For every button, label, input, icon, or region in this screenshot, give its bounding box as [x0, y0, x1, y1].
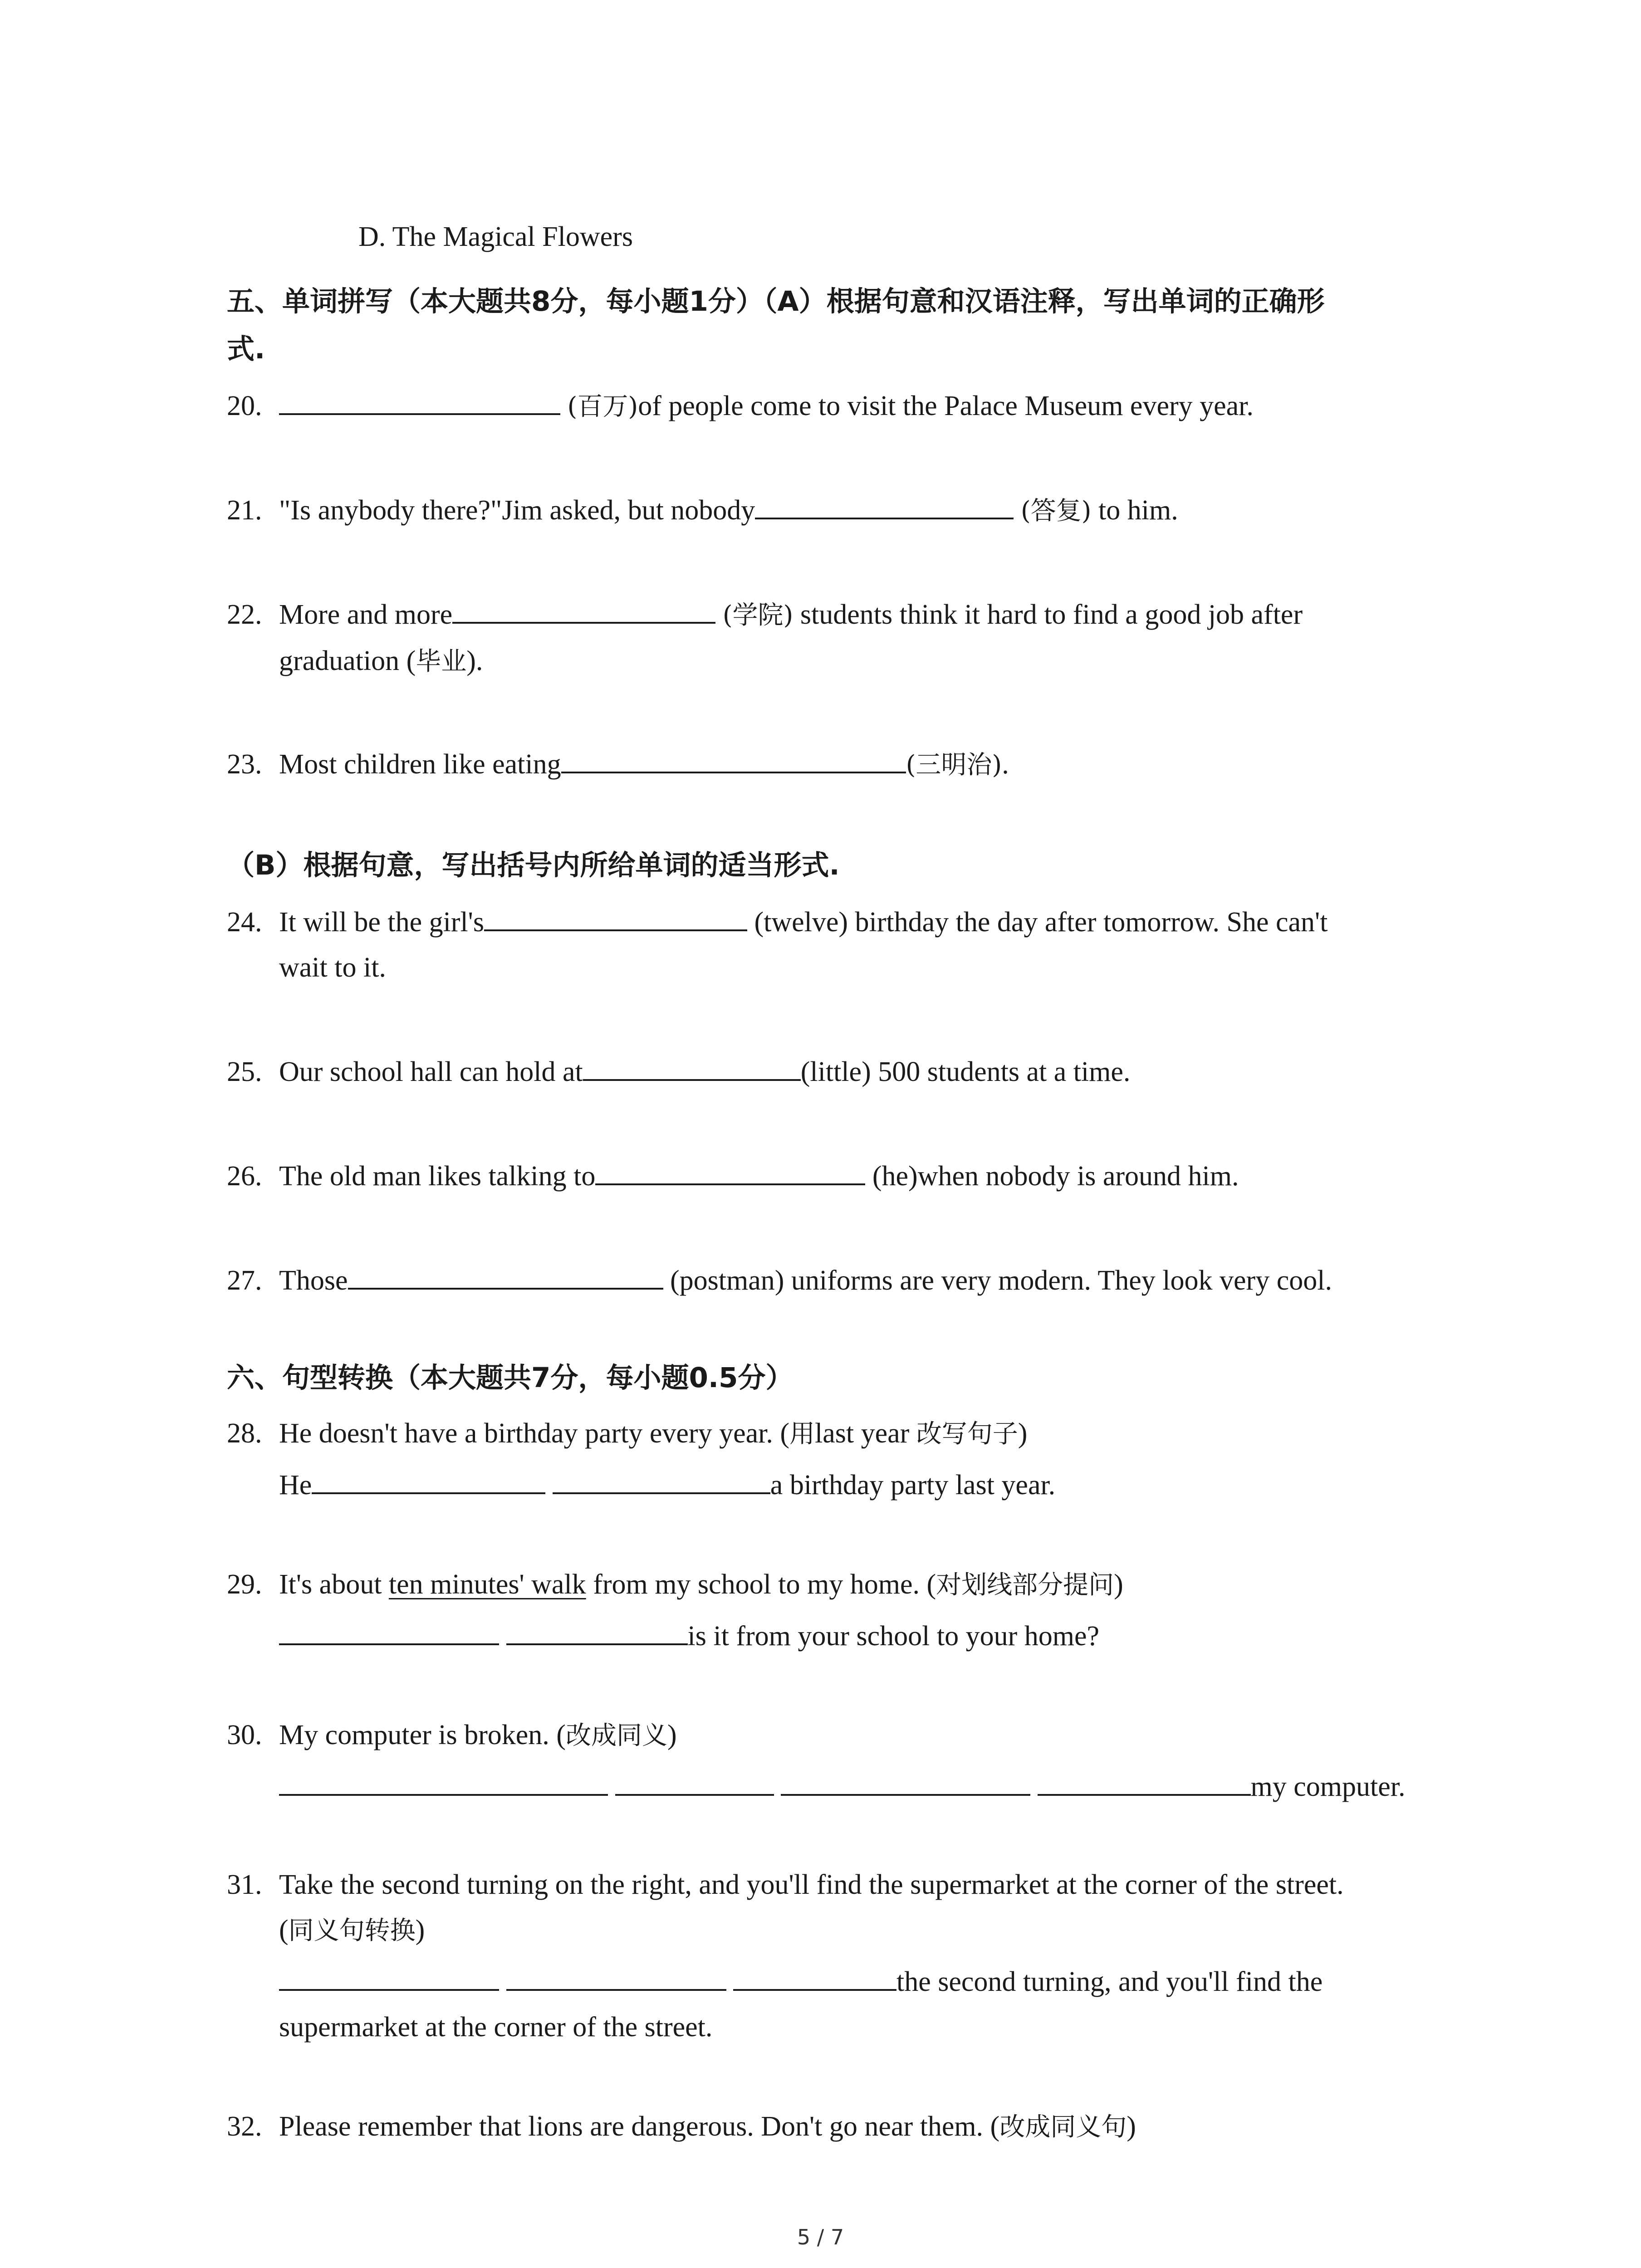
question-24: [227, 899, 1452, 990]
question-number: 23.: [227, 749, 262, 780]
question-text: from my school to my home. (: [586, 1569, 936, 1600]
answer-blank[interactable]: [506, 1961, 726, 1991]
question-31: [227, 1862, 1452, 2050]
answer-blank[interactable]: [615, 1766, 774, 1796]
answer-blank[interactable]: [506, 1615, 688, 1645]
question-text: "Is anybody there?"Jim asked, but nobody: [279, 495, 755, 526]
question-text-line2-end: ).: [466, 645, 483, 676]
question-number: 29.: [227, 1569, 262, 1600]
instruction-cn: 改成同义: [565, 1721, 667, 1750]
answer-blank[interactable]: [279, 385, 560, 415]
answer-prefix: He: [279, 1470, 312, 1501]
question-28: [227, 1411, 1452, 1508]
question-21: [227, 488, 1452, 534]
answer-blank[interactable]: [755, 489, 1014, 519]
instruction-cn: 改成同义句: [999, 2112, 1127, 2142]
question-text-line2: graduation (: [279, 645, 416, 676]
section5-title-line2: 式.: [227, 333, 265, 365]
answer-blank[interactable]: [348, 1260, 663, 1290]
instruction-cn: 同义句转换: [288, 1916, 416, 1945]
question-26: [227, 1154, 1452, 1199]
question-text: ): [667, 1720, 677, 1750]
question-number: 30.: [227, 1720, 262, 1750]
answer-blank[interactable]: [561, 743, 906, 773]
answer-blank[interactable]: [781, 1766, 1030, 1796]
question-text: ): [415, 1915, 425, 1945]
question-25: [227, 1049, 1452, 1095]
question-text: ): [1127, 2111, 1136, 2142]
hint-graduation: 毕业: [416, 647, 467, 676]
question-text: ): [1114, 1569, 1123, 1600]
question-text-after: (he)when nobody is around him.: [865, 1161, 1239, 1192]
question-number: 24.: [227, 907, 262, 938]
section5-title-line1: 五、单词拼写（本大题共8分，每小题1分）（A）根据句意和汉语注释，写出单词的正确形: [227, 285, 1325, 318]
question-27: [227, 1258, 1452, 1303]
question-number: 28.: [227, 1418, 262, 1449]
question-text-after: (little) 500 students at a time.: [800, 1056, 1131, 1087]
answer-suffix: is it from your school to your home?: [687, 1621, 1099, 1652]
question-29: [227, 1562, 1452, 1659]
underlined-phrase: ten minutes' walk: [388, 1569, 586, 1600]
instruction-cn: 用: [789, 1419, 815, 1449]
question-text: Our school hall can hold at: [279, 1056, 583, 1087]
question-30: [227, 1712, 1452, 1809]
option-d: D. The Magical Flowers: [358, 221, 633, 252]
answer-blank[interactable]: [452, 594, 715, 624]
question-text: My computer is broken. (: [279, 1720, 566, 1750]
question-number: 26.: [227, 1161, 262, 1192]
question-text: It will be the girl's: [279, 907, 484, 938]
answer-blank[interactable]: [279, 1615, 499, 1645]
question-number: 32.: [227, 2111, 262, 2142]
answer-suffix-line2: supermarket at the corner of the street.: [279, 2012, 713, 2043]
answer-suffix: my computer.: [1250, 1771, 1406, 1802]
question-20: [227, 383, 1452, 430]
question-text: Please remember that lions are dangerous. Don't go near them. (: [279, 2111, 1000, 2142]
question-text-line2: wait to it.: [279, 952, 386, 983]
hint: (三明治): [906, 750, 1002, 780]
question-23: [227, 742, 1452, 788]
question-text: ): [1018, 1418, 1028, 1449]
question-text: The old man likes talking to: [279, 1161, 596, 1192]
question-number: 31.: [227, 1869, 262, 1900]
question-text-after: to him.: [1091, 495, 1178, 526]
answer-blank[interactable]: [733, 1961, 896, 1991]
answer-blank[interactable]: [484, 901, 747, 931]
question-number: 21.: [227, 495, 262, 526]
question-text: of people come to visit the Palace Museum every year.: [638, 391, 1254, 421]
question-32: [227, 2104, 1452, 2150]
instruction-cn: 改写句子: [916, 1419, 1018, 1449]
question-number: 20.: [227, 391, 262, 421]
answer-blank[interactable]: [595, 1155, 865, 1185]
question-text: It's about: [279, 1569, 389, 1600]
answer-blank[interactable]: [312, 1464, 545, 1494]
hint: (答复): [1020, 496, 1092, 526]
question-text-after: (twelve) birthday the day after tomorrow. She can't: [747, 907, 1328, 938]
answer-blank[interactable]: [1038, 1766, 1251, 1796]
question-text: (: [279, 1915, 289, 1945]
hint: (学院): [722, 601, 794, 630]
question-number: 25.: [227, 1056, 262, 1087]
question-text: He doesn't have a birthday party every year. (: [279, 1418, 789, 1449]
answer-blank[interactable]: [583, 1051, 801, 1081]
hint: (百万): [567, 392, 638, 421]
question-number: 22.: [227, 599, 262, 630]
question-text-after: .: [1002, 749, 1009, 780]
instruction-cn: 对划线部分提问: [936, 1570, 1114, 1600]
section5-title: [227, 278, 1452, 373]
question-22: [227, 592, 1452, 684]
question-text: Most children like eating: [279, 749, 561, 780]
section5-subtitle-b: （B）根据句意，写出括号内所给单词的适当形式.: [227, 849, 840, 881]
question-text: Take the second turning on the right, and you'll find the supermarket at the corner of the street.: [279, 1869, 1344, 1900]
answer-suffix: a birthday party last year.: [770, 1470, 1056, 1501]
answer-blank[interactable]: [279, 1961, 499, 1991]
question-text: Those: [279, 1265, 348, 1296]
page-number: 5 / 7: [797, 2225, 844, 2249]
answer-suffix: the second turning, and you'll find the: [896, 1966, 1323, 1997]
question-text: last year: [815, 1418, 916, 1449]
question-text-after: students think it hard to find a good job after: [793, 599, 1303, 630]
question-text-after: (postman) uniforms are very modern. They look very cool.: [663, 1265, 1332, 1296]
section6-title: 六、句型转换（本大题共7分，每小题0.5分）: [227, 1362, 794, 1394]
answer-blank[interactable]: [553, 1464, 770, 1494]
question-text: More and more: [279, 599, 453, 630]
question-number: 27.: [227, 1265, 262, 1296]
answer-blank[interactable]: [279, 1766, 608, 1796]
